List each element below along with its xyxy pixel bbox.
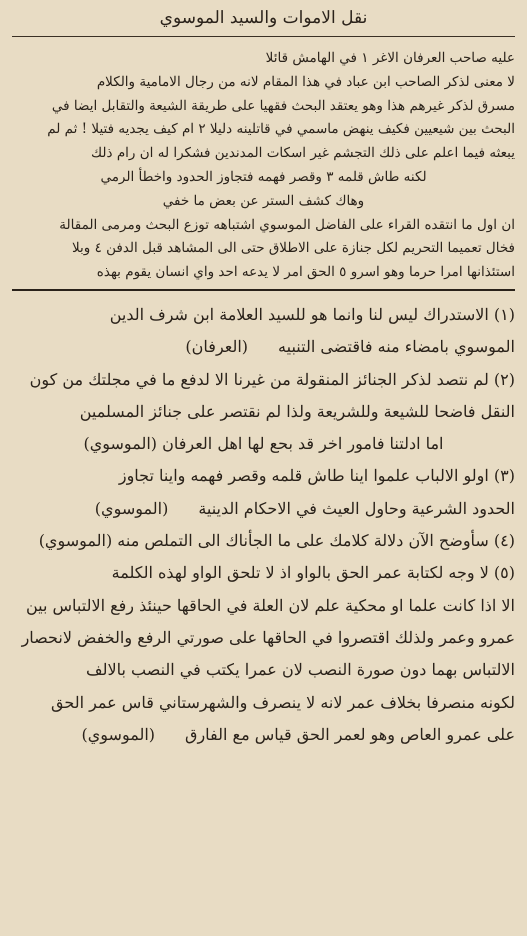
body-line: البحث بين شيعيين فكيف ينهض ماسمي في قاتلينه دليلا ٢ ام كيف يجديه فتيلا ! ثم لم bbox=[47, 121, 515, 138]
body-line: عليه صاحب العرفان الاغر ١ في الهامش قائلا bbox=[265, 50, 515, 66]
footnote-signature: (العرفان) bbox=[185, 337, 249, 357]
footnote-line: لكونه منصرفا بخلاف عمر لانه لا ينصرف والشهرستاني قاس عمر الحق bbox=[51, 692, 515, 712]
footnote-divider bbox=[12, 289, 515, 291]
page-header bbox=[12, 4, 515, 34]
footnote-line bbox=[12, 331, 515, 363]
footnote-text: على عمرو العاص وهو لعمر الحق قياس مع الفارق bbox=[185, 724, 515, 744]
footnote-line bbox=[12, 493, 515, 525]
footnote-line bbox=[12, 719, 515, 751]
article-body bbox=[12, 47, 515, 285]
footnotes bbox=[12, 299, 515, 751]
footnote-line: (٣) اولو الالباب علموا اينا طاش قلمه وقصر فهمه واينا تجاوز bbox=[118, 466, 515, 486]
body-line: لا معنى لذكر الصاحب ابن عباد في هذا المقام لانه من رجال الامامية والكلام bbox=[96, 73, 515, 90]
footnote-text: الحدود الشرعية وحاول العيث في الاحكام الدينية bbox=[198, 498, 515, 518]
footnote-text: الموسوي بامضاء منه فاقتضى التنبيه bbox=[278, 337, 515, 357]
footnote-signature: (الموسوي) bbox=[81, 724, 156, 744]
footnote-line: النقل فاضحا للشيعة وللشريعة ولذا لم نقتصر على جنائز المسلمين bbox=[79, 401, 515, 421]
footnote-line: (٢) لم نتصد لذكر الجنائز المنقولة من غيرنا الا لدفع ما في مجلتك من كون bbox=[29, 369, 515, 389]
body-line: استئذانها امرا حرما وهو اسرو ٥ الحق امر لا يدعه احد واي انسان يقوم بهذه bbox=[96, 264, 515, 281]
body-line: وهاك كشف الستر عن بعض ما خفي bbox=[162, 192, 365, 209]
footnote-line: الا اذا كانت علما او محكية علم لان العلة في الحاقها حينئذ رفع الالتباس بين bbox=[25, 595, 515, 615]
footnote-line: (٤) سأوضح الآن دلالة كلامك على ما الجأناك الى التملص منه (الموسوي) bbox=[38, 531, 515, 551]
body-line: يبعثه فيما اعلم على ذلك التجشم غير اسكات المدندين فشكرا له ان رام ذلك bbox=[91, 145, 515, 162]
body-line: مسرق لذكر غيرهم هذا وهو يعتقد البحث فقهيا على طريقة الشيعة والتقابل ايضا في bbox=[51, 97, 515, 114]
footnote-line: (٥) لا وجه لكتابة عمر الحق بالواو اذ لا تلحق الواو لهذه الكلمة bbox=[111, 563, 515, 583]
footnote-line: اما ادلتنا فامور اخر قد بحع لها اهل العرفان (الموسوي) bbox=[83, 434, 444, 454]
footnote-signature: (الموسوي) bbox=[94, 498, 169, 518]
footnote-line: الالتباس بهما دون صورة النصب لان عمرا يكتب في النصب بالالف bbox=[86, 660, 515, 680]
body-line: ان اول ما انتقده القراء على الفاضل الموسوي اشتباهه توزع البحث ومرمى المقالة bbox=[59, 216, 515, 233]
header-divider bbox=[12, 36, 515, 37]
footnote-line: (١) الاستدراك ليس لنا وانما هو للسيد العلامة ابن شرف الدين bbox=[109, 304, 515, 324]
footnote-line: عمرو وعمر ولذلك اقتصروا في الحاقها على صورتي الرفع والخفض لانحصار bbox=[21, 627, 515, 647]
page-title: نقل الاموات والسيد الموسوي bbox=[159, 8, 368, 28]
body-line: لكنه طاش قلمه ٣ وقصر فهمه فتجاوز الحدود واخطأ الرمي bbox=[100, 168, 427, 185]
body-line: فخال تعميما التحريم لكل جنازة على الاطلاق حتى الى المشاهد قبل الدفن ٤ وبلا bbox=[71, 240, 515, 257]
